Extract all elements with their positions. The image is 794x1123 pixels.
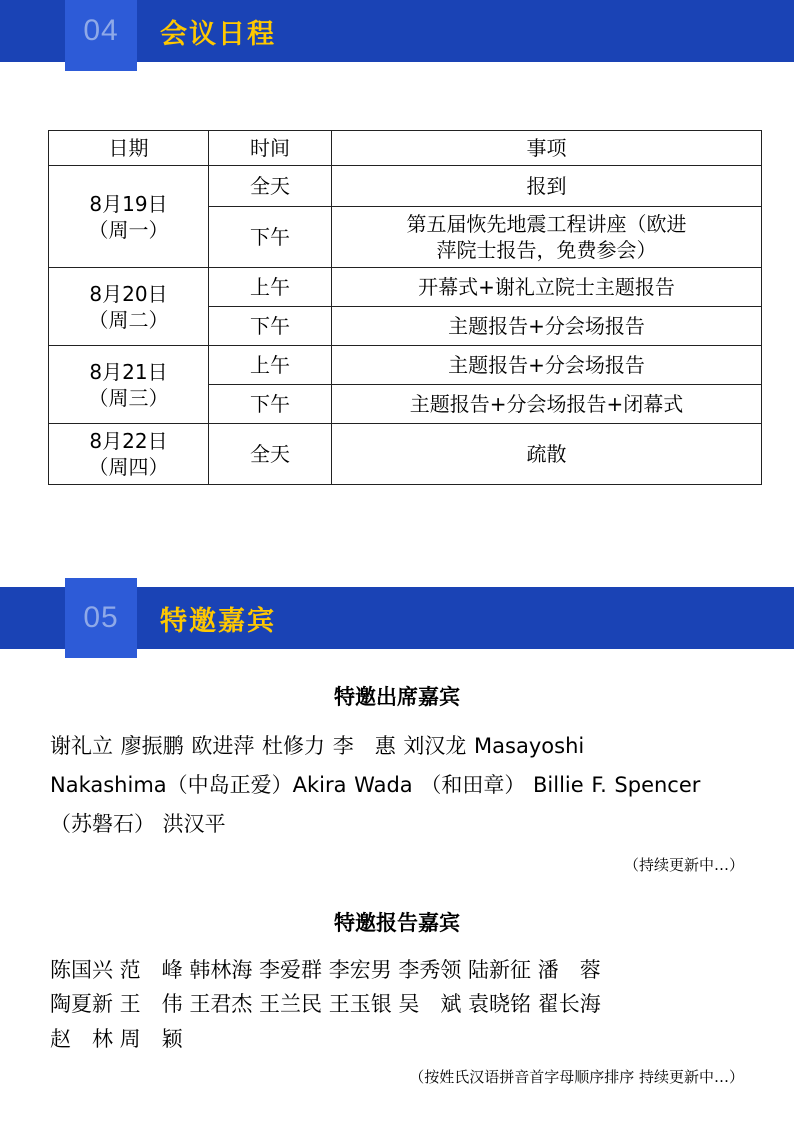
speaker-names-line-3: 赵 林 周 颖	[50, 1026, 183, 1051]
table-header-date: 日期	[49, 131, 209, 166]
speaker-guests-note: （按姓氏汉语拼音首字母顺序排序 持续更新中…）	[409, 1068, 744, 1087]
cell-time-3-0: 全天	[209, 424, 332, 485]
cell-item-0-0: 报到	[332, 166, 762, 207]
schedule-table-container	[0, 130, 794, 485]
attending-names-line-2: Nakashima（中岛正爱）Akira Wada （和田章） Billie F. Spencer	[50, 772, 701, 797]
table-row	[49, 268, 762, 307]
date-line-2: （周四）	[88, 455, 169, 479]
table-header-time: 时间	[209, 131, 332, 166]
attending-names-line-3: （苏磐石） 洪汉平	[50, 811, 226, 836]
section-title-guests: 特邀嘉宾	[160, 605, 276, 637]
date-line-1: 8月19日	[89, 191, 168, 216]
cell-date-3	[49, 424, 209, 485]
schedule-table	[48, 130, 762, 485]
item-line-2: 萍院士报告，免费参会）	[436, 238, 657, 262]
attending-names-line-1: 谢礼立 廖振鹏 欧进萍 杜修力 李 惠 刘汉龙 Masayoshi	[50, 734, 585, 758]
table-header-row	[49, 131, 762, 166]
cell-item-2-0: 主题报告+分会场报告	[332, 346, 762, 385]
cell-item-1-1: 主题报告+分会场报告	[332, 307, 762, 346]
date-line-1: 8月21日	[89, 359, 168, 384]
cell-time-2-0: 上午	[209, 346, 332, 385]
cell-item-3-0: 疏散	[332, 424, 762, 485]
cell-time-0-1: 下午	[209, 207, 332, 268]
date-line-1: 8月22日	[89, 429, 168, 453]
cell-time-1-1: 下午	[209, 307, 332, 346]
section-title-schedule: 会议日程	[160, 18, 276, 50]
cell-time-1-0: 上午	[209, 268, 332, 307]
speaker-names-line-1: 陈国兴 范 峰 韩林海 李爱群 李宏男 李秀领 陆新征 潘 蓉	[50, 957, 601, 982]
table-row	[49, 166, 762, 207]
section-banner-guests	[0, 587, 794, 649]
table-row	[49, 346, 762, 385]
section-banner-schedule	[0, 0, 794, 62]
cell-item-2-1: 主题报告+分会场报告+闭幕式	[332, 385, 762, 424]
speaker-guests-heading: 特邀报告嘉宾	[334, 909, 460, 935]
speaker-guests-names	[50, 953, 744, 1057]
item-line-1: 第五届恢先地震工程讲座（欧进	[406, 212, 687, 236]
cell-item-0-1	[332, 207, 762, 268]
cell-date-2	[49, 346, 209, 424]
cell-time-2-1: 下午	[209, 385, 332, 424]
attending-guests-note: （持续更新中…）	[623, 855, 744, 874]
table-header-item: 事项	[332, 131, 762, 166]
cell-date-1	[49, 268, 209, 346]
date-line-2: （周二）	[88, 307, 169, 332]
cell-item-1-0: 开幕式+谢礼立院士主题报告	[332, 268, 762, 307]
date-line-2: （周一）	[88, 217, 169, 242]
attending-guests-heading: 特邀出席嘉宾	[334, 684, 460, 709]
section-number-badge: 05	[65, 578, 137, 658]
date-line-1: 8月20日	[89, 281, 168, 306]
cell-time-0-0: 全天	[209, 166, 332, 207]
guests-container	[0, 681, 794, 1087]
table-row	[49, 424, 762, 485]
cell-date-0	[49, 166, 209, 268]
speaker-names-line-2: 陶夏新 王 伟 王君杰 王兰民 王玉银 吴 斌 袁晓铭 翟长海	[50, 992, 601, 1017]
attending-guests-names	[50, 727, 744, 844]
section-number-badge: 04	[65, 0, 137, 71]
date-line-2: （周三）	[88, 385, 169, 410]
